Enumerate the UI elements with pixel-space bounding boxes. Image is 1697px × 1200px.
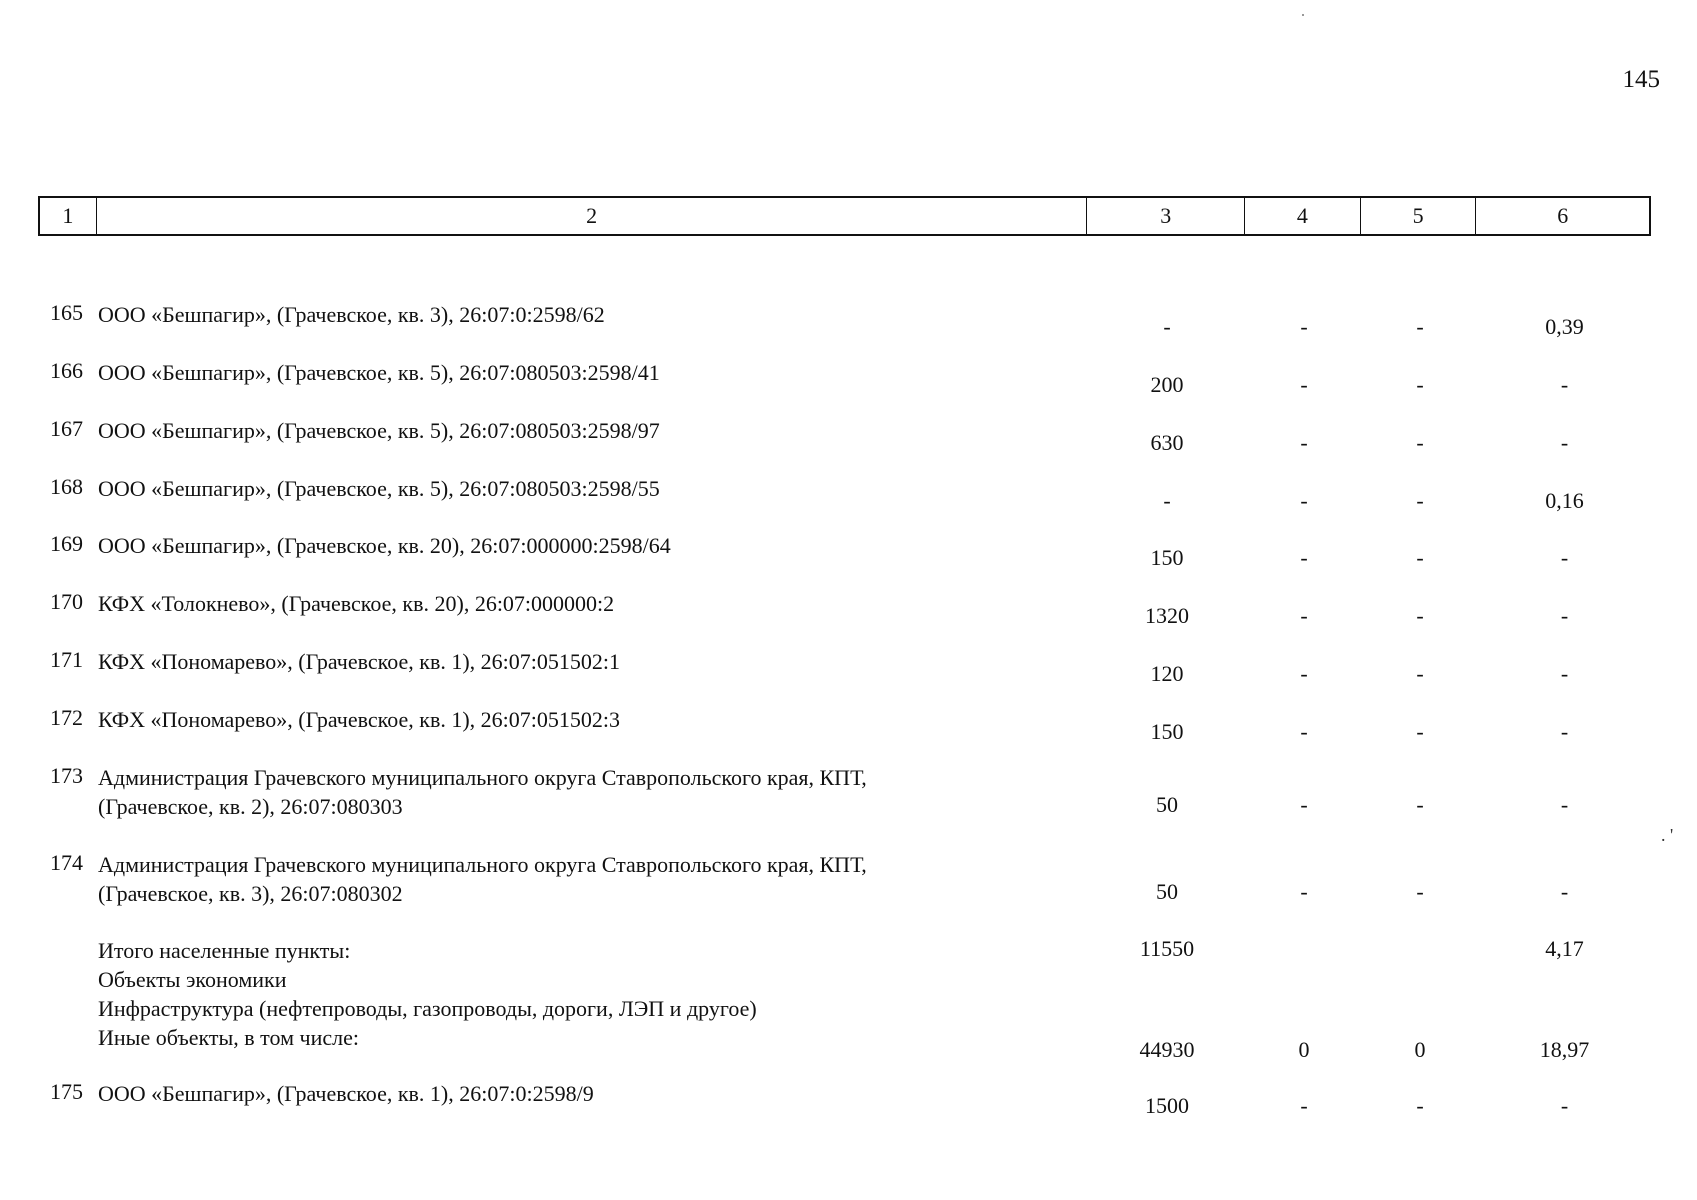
row-value-col3: 200 — [1150, 372, 1184, 397]
row-value-col3: 150 — [1150, 545, 1184, 570]
row-value-col4: - — [1300, 488, 1308, 513]
row-description — [98, 647, 1058, 676]
row-description — [98, 416, 1058, 445]
row-description-line: ООО «Бешпагир», (Грачевское, кв. 20), 26:07:000000:2598/64 — [98, 533, 671, 558]
row-value-col5: - — [1416, 719, 1424, 744]
row-description-line: ООО «Бешпагир», (Грачевское, кв. 3), 26:07:0:2598/62 — [98, 302, 605, 327]
row-description — [98, 763, 1058, 821]
row-value-col6: - — [1560, 879, 1569, 904]
row-value-col3: 1320 — [1145, 603, 1189, 628]
row-value-col6: 0,39 — [1545, 314, 1584, 339]
row-value-col6: 0,16 — [1545, 488, 1584, 513]
row-number: 168 — [50, 474, 83, 499]
row-value-col4: - — [1300, 792, 1308, 817]
row-description-line: ООО «Бешпагир», (Грачевское, кв. 5), 26:07:080503:2598/41 — [98, 360, 660, 385]
column-header-2: 2 — [97, 198, 1088, 234]
row-value-col3: 1500 — [1145, 1093, 1189, 1118]
column-header-5: 5 — [1361, 198, 1477, 234]
row-value-col4: - — [1300, 879, 1308, 904]
row-value-col3: - — [1163, 314, 1171, 339]
row-value-col6: - — [1560, 372, 1569, 397]
row-description — [98, 300, 1058, 329]
row-description — [98, 474, 1058, 503]
row-value-col6: - — [1560, 603, 1569, 628]
page-number: 145 — [1622, 66, 1660, 93]
row-number: 173 — [50, 763, 83, 788]
row-value-col4: - — [1300, 603, 1308, 628]
row-number: 169 — [50, 531, 83, 556]
row-description — [98, 850, 1058, 908]
row-description — [98, 531, 1058, 560]
row-value-col5: - — [1416, 1093, 1424, 1118]
row-value-col6: - — [1560, 1093, 1569, 1118]
row-value-col5: - — [1416, 545, 1424, 570]
column-header-row — [38, 196, 1651, 236]
row-value-col6: - — [1560, 430, 1569, 455]
row-value-col4: - — [1300, 545, 1308, 570]
other-objects-col4: 0 — [1298, 1037, 1310, 1062]
row-value-col3: 120 — [1150, 661, 1184, 686]
row-number: 165 — [50, 300, 83, 325]
row-description-line: (Грачевское, кв. 3), 26:07:080302 — [98, 881, 403, 906]
row-value-col5: - — [1416, 792, 1424, 817]
other-objects-col5: 0 — [1414, 1037, 1426, 1062]
totals-labels — [98, 936, 1058, 1052]
column-header-1: 1 — [40, 198, 97, 234]
row-value-col5: - — [1416, 879, 1424, 904]
column-header-3: 3 — [1087, 198, 1245, 234]
row-number: 175 — [50, 1079, 83, 1104]
row-value-col4: - — [1300, 719, 1308, 744]
row-description-line: КФХ «Толокнево», (Грачевское, кв. 20), 26:07:000000:2 — [98, 591, 615, 616]
row-value-col6: - — [1560, 661, 1569, 686]
row-value-col5: - — [1416, 488, 1424, 513]
scan-dot — [1302, 14, 1304, 16]
row-value-col5: - — [1416, 603, 1424, 628]
row-value-col3: 50 — [1156, 792, 1178, 817]
row-description-line: ООО «Бешпагир», (Грачевское, кв. 5), 26:07:080503:2598/97 — [98, 418, 660, 443]
row-number: 167 — [50, 416, 83, 441]
row-value-col6: - — [1560, 545, 1569, 570]
row-value-col5: - — [1416, 314, 1424, 339]
row-description-line: ООО «Бешпагир», (Грачевское, кв. 1), 26:07:0:2598/9 — [98, 1081, 594, 1106]
row-value-col6: - — [1560, 792, 1569, 817]
row-number: 172 — [50, 705, 83, 730]
row-description — [98, 358, 1058, 387]
row-description — [98, 705, 1058, 734]
column-header-6: 6 — [1557, 203, 1569, 228]
total-settlements-label: Итого населенные пункты: — [98, 938, 351, 963]
row-value-col4: - — [1300, 430, 1308, 455]
row-number: 171 — [50, 647, 83, 672]
row-description-line: КФХ «Пономарево», (Грачевское, кв. 1), 26:07:051502:3 — [98, 707, 620, 732]
row-value-col4: - — [1300, 1093, 1308, 1118]
row-description-line: Администрация Грачевского муниципального округа Ставропольского края, КПТ, — [98, 852, 867, 877]
row-description — [98, 1079, 1058, 1108]
row-description-line: КФХ «Пономарево», (Грачевское, кв. 1), 26:07:051502:1 — [98, 649, 620, 674]
row-description-line: Администрация Грачевского муниципального округа Ставропольского края, КПТ, — [98, 765, 867, 790]
column-header-4: 4 — [1245, 198, 1361, 234]
row-value-col6: - — [1560, 719, 1569, 744]
other-objects-label: Иные объекты, в том числе: — [98, 1025, 359, 1050]
row-number: 170 — [50, 589, 83, 614]
row-description-line: ООО «Бешпагир», (Грачевское, кв. 5), 26:07:080503:2598/55 — [98, 476, 660, 501]
row-number: 174 — [50, 850, 83, 875]
row-value-col3: 630 — [1150, 430, 1184, 455]
row-description-line: (Грачевское, кв. 2), 26:07:080303 — [98, 794, 403, 819]
other-objects-col3: 44930 — [1139, 1037, 1195, 1062]
row-value-col3: 150 — [1150, 719, 1184, 744]
row-value-col5: - — [1416, 372, 1424, 397]
row-value-col4: - — [1300, 314, 1308, 339]
row-value-col3: 50 — [1156, 879, 1178, 904]
total-settlements-col3: 11550 — [1139, 936, 1195, 961]
row-value-col3: - — [1163, 488, 1171, 513]
infrastructure-label: Инфраструктура (нефтепроводы, газопроводы, дороги, ЛЭП и другое) — [98, 996, 757, 1021]
row-description — [98, 589, 1058, 618]
row-number: 166 — [50, 358, 83, 383]
row-value-col4: - — [1300, 661, 1308, 686]
total-settlements-col6: 4,17 — [1545, 936, 1584, 961]
row-value-col5: - — [1416, 430, 1424, 455]
row-value-col4: - — [1300, 372, 1308, 397]
stray-scan-mark: . ' — [1661, 825, 1674, 845]
other-objects-col6: 18,97 — [1539, 1037, 1590, 1062]
row-value-col5: - — [1416, 661, 1424, 686]
economy-objects-label: Объекты экономики — [98, 967, 287, 992]
